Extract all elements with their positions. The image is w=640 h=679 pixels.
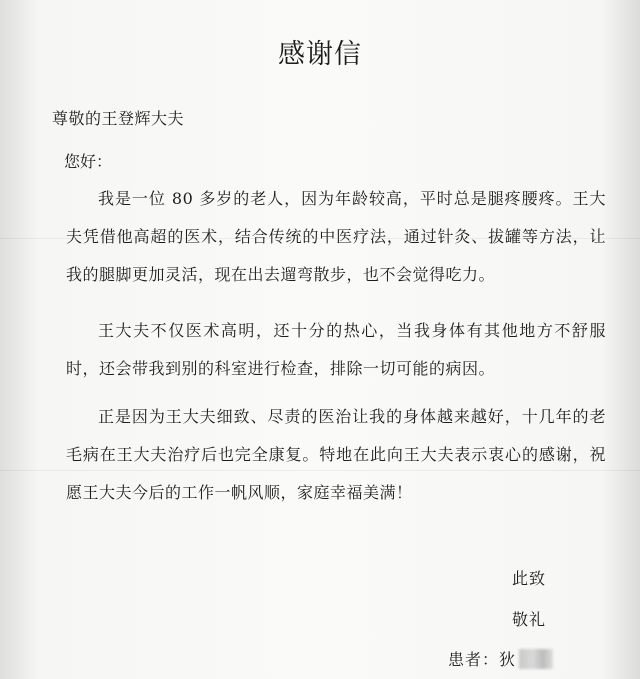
signature (448, 647, 553, 670)
body-paragraph-3: 正是因为王大夫细致、尽责的医治让我的身体越来越好，十几年的老毛病在王大夫治疗后也完全康复。特地在此向王大夫表示衷心的感谢，祝愿王大夫今后的工作一帆风顺，家庭幸福美满！ (66, 407, 606, 502)
closing-salute: 此致 (512, 569, 547, 588)
letter-title: 感谢信 (278, 39, 362, 70)
greeting: 您好： (64, 152, 113, 171)
body-paragraph-2: 王大夫不仅医术高明，还十分的热心，当我身体有其他地方不舒服时，还会带我到别的科室进行检查，排除一切可能的病因。 (66, 321, 606, 378)
signature-name: 狄 (499, 650, 517, 669)
closing-regards: 敬礼 (512, 610, 547, 629)
salutation: 尊敬的王登辉大夫 (52, 109, 185, 128)
redacted-name-blur (519, 649, 553, 669)
signature-label: 患者： (448, 650, 500, 669)
body-paragraph-1: 我是一位 80 多岁的老人，因为年龄较高，平时总是腿疼腰疼。王大夫凭借他高超的医术，结合传统的中医疗法，通过针灸、拔罐等方法，让我的腿脚更加灵活，现在出去遛弯散步，也不会觉得吃力。 (66, 189, 606, 284)
